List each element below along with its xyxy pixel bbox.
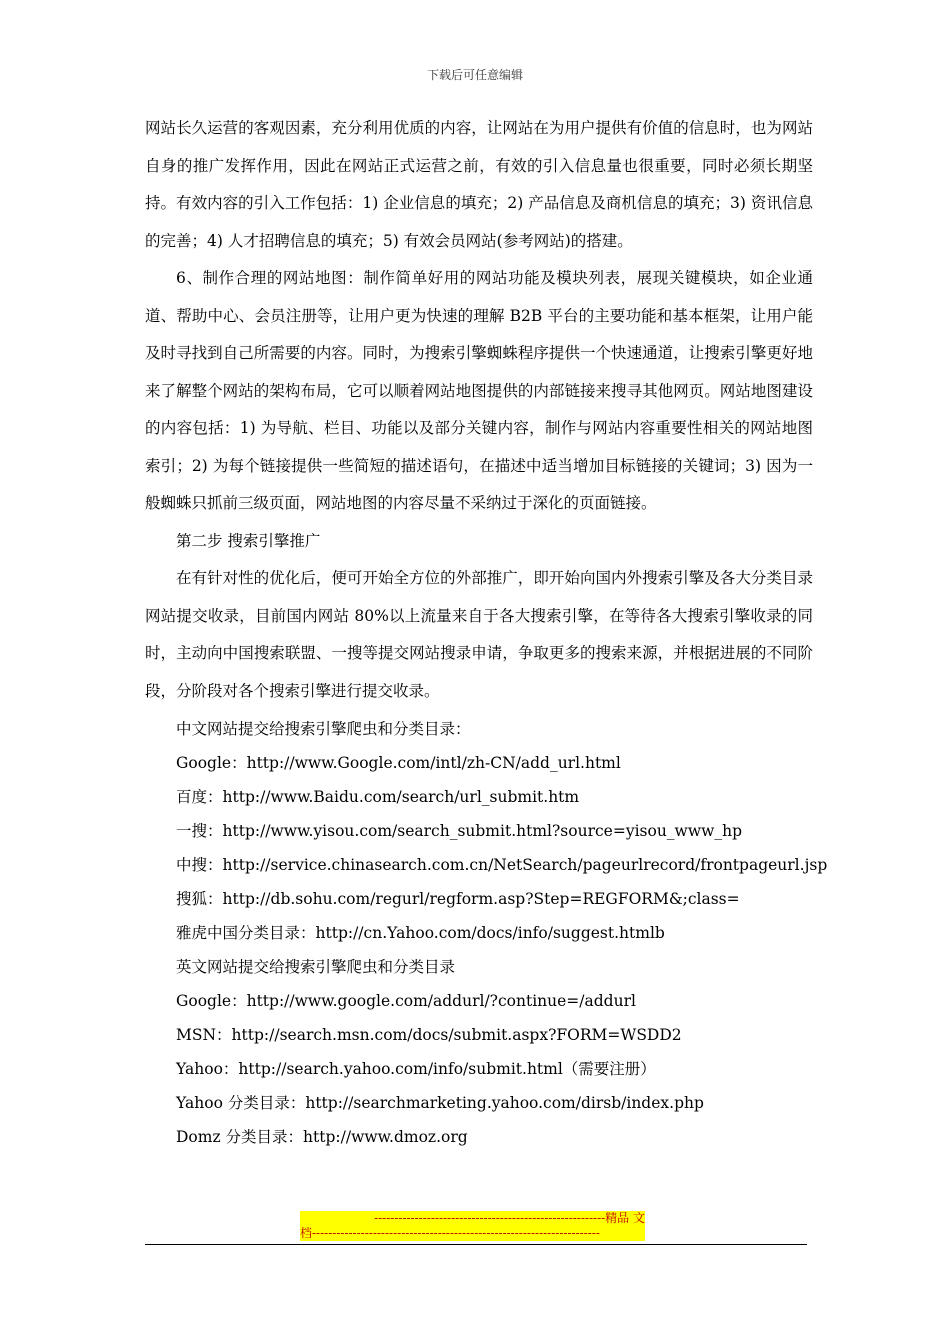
list-item-msn: MSN：http://search.msn.com/docs/submit.aspx?FORM=WSDD2: [176, 1026, 682, 1044]
page-header: 下载后可任意编辑: [426, 68, 523, 82]
list-heading-chinese: 中文网站提交给搜索引擎爬虫和分类目录：: [176, 720, 471, 738]
list-item-dmoz: Domz 分类目录：http://www.dmoz.org: [176, 1128, 468, 1146]
footer-line-1: ---------------------------------------------------------精品 文: [374, 1211, 645, 1225]
list-item-zhongsou: 中搜：http://service.chinasearch.com.cn/NetSearch/pageurlrecord/frontpageurl.jsp: [176, 856, 828, 874]
document-body: [145, 110, 828, 1154]
list-item-google-cn: Google：http://www.Google.com/intl/zh-CN/add_url.html: [176, 754, 621, 772]
footer-line-2: 档-----------------------------------------------------------------------: [300, 1226, 600, 1240]
paragraph-search-promotion: 在有针对性的优化后，便可开始全方位的外部推广，即开始向国内外搜索引擎及各大分类目录网站提交收录，目前国内网站 80%以上流量来自于各大搜索引擎，在等待各大搜索引擎收录的同时，主动向中国搜索联盟、一搜等提交网站搜录申请，争取更多的搜索来源，并根据进展的不同阶段，分阶段对各个搜索引擎进行提交收录。: [145, 569, 813, 700]
paragraph-continued: 网站长久运营的客观因素，充分利用优质的内容，让网站在为用户提供有价值的信息时，也为网站自身的推广发挥作用，因此在网站正式运营之前，有效的引入信息量也很重要，同时必须长期坚持。有效内容的引入工作包括：1) 企业信息的填充；2) 产品信息及商机信息的填充；3) 资讯信息的完善；4) 人才招聘信息的填充；5) 有效会员网站(参考网站)的搭建。: [145, 119, 813, 250]
list-heading-english: 英文网站提交给搜索引擎爬虫和分类目录: [176, 958, 456, 976]
list-item-baidu: 百度：http://www.Baidu.com/search/url_submit.htm: [176, 788, 580, 806]
section-heading-step2: 第二步 搜索引擎推广: [176, 531, 321, 550]
paragraph-sitemap: 6、制作合理的网站地图：制作简单好用的网站功能及模块列表，展现关键模块，如企业通道、帮助中心、会员注册等，让用户更为快速的理解 B2B 平台的主要功能和基本框架，让用户能及时寻找到自己所需要的内容。同时，为搜索引擎蜘蛛程序提供一个快速通道，让搜索引擎更好地来了解整个网站的架构布局，它可以顺着网站地图提供的内部链接来搜寻其他网页。网站地图建设的内容包括：1) 为导航、栏目、功能以及部分关键内容，制作与网站内容重要性相关的网站地图索引；2) 为每个链接提供一些简短的描述语句，在描述中适当增加目标链接的关键词；3) 因为一般蜘蛛只抓前三级页面，网站地图的内容尽量不采纳过于深化的页面链接。: [145, 269, 813, 512]
footer-watermark: [300, 1211, 645, 1241]
list-item-yahoo: Yahoo：http://search.yahoo.com/info/submit.html（需要注册）: [176, 1060, 656, 1078]
list-item-yahoo-directory: Yahoo 分类目录：http://searchmarketing.yahoo.com/dirsb/index.php: [176, 1094, 704, 1112]
list-item-yisou: 一搜：http://www.yisou.com/search_submit.html?source=yisou_www_hp: [176, 822, 743, 840]
footer-divider: [145, 1244, 807, 1245]
list-item-yahoo-cn: 雅虎中国分类目录：http://cn.Yahoo.com/docs/info/suggest.htmlb: [176, 924, 665, 942]
list-item-google-en: Google：http://www.google.com/addurl/?continue=/addurl: [176, 992, 636, 1010]
list-item-sohu: 搜狐：http://db.sohu.com/regurl/regform.asp?Step=REGFORM&;class=: [176, 890, 740, 908]
